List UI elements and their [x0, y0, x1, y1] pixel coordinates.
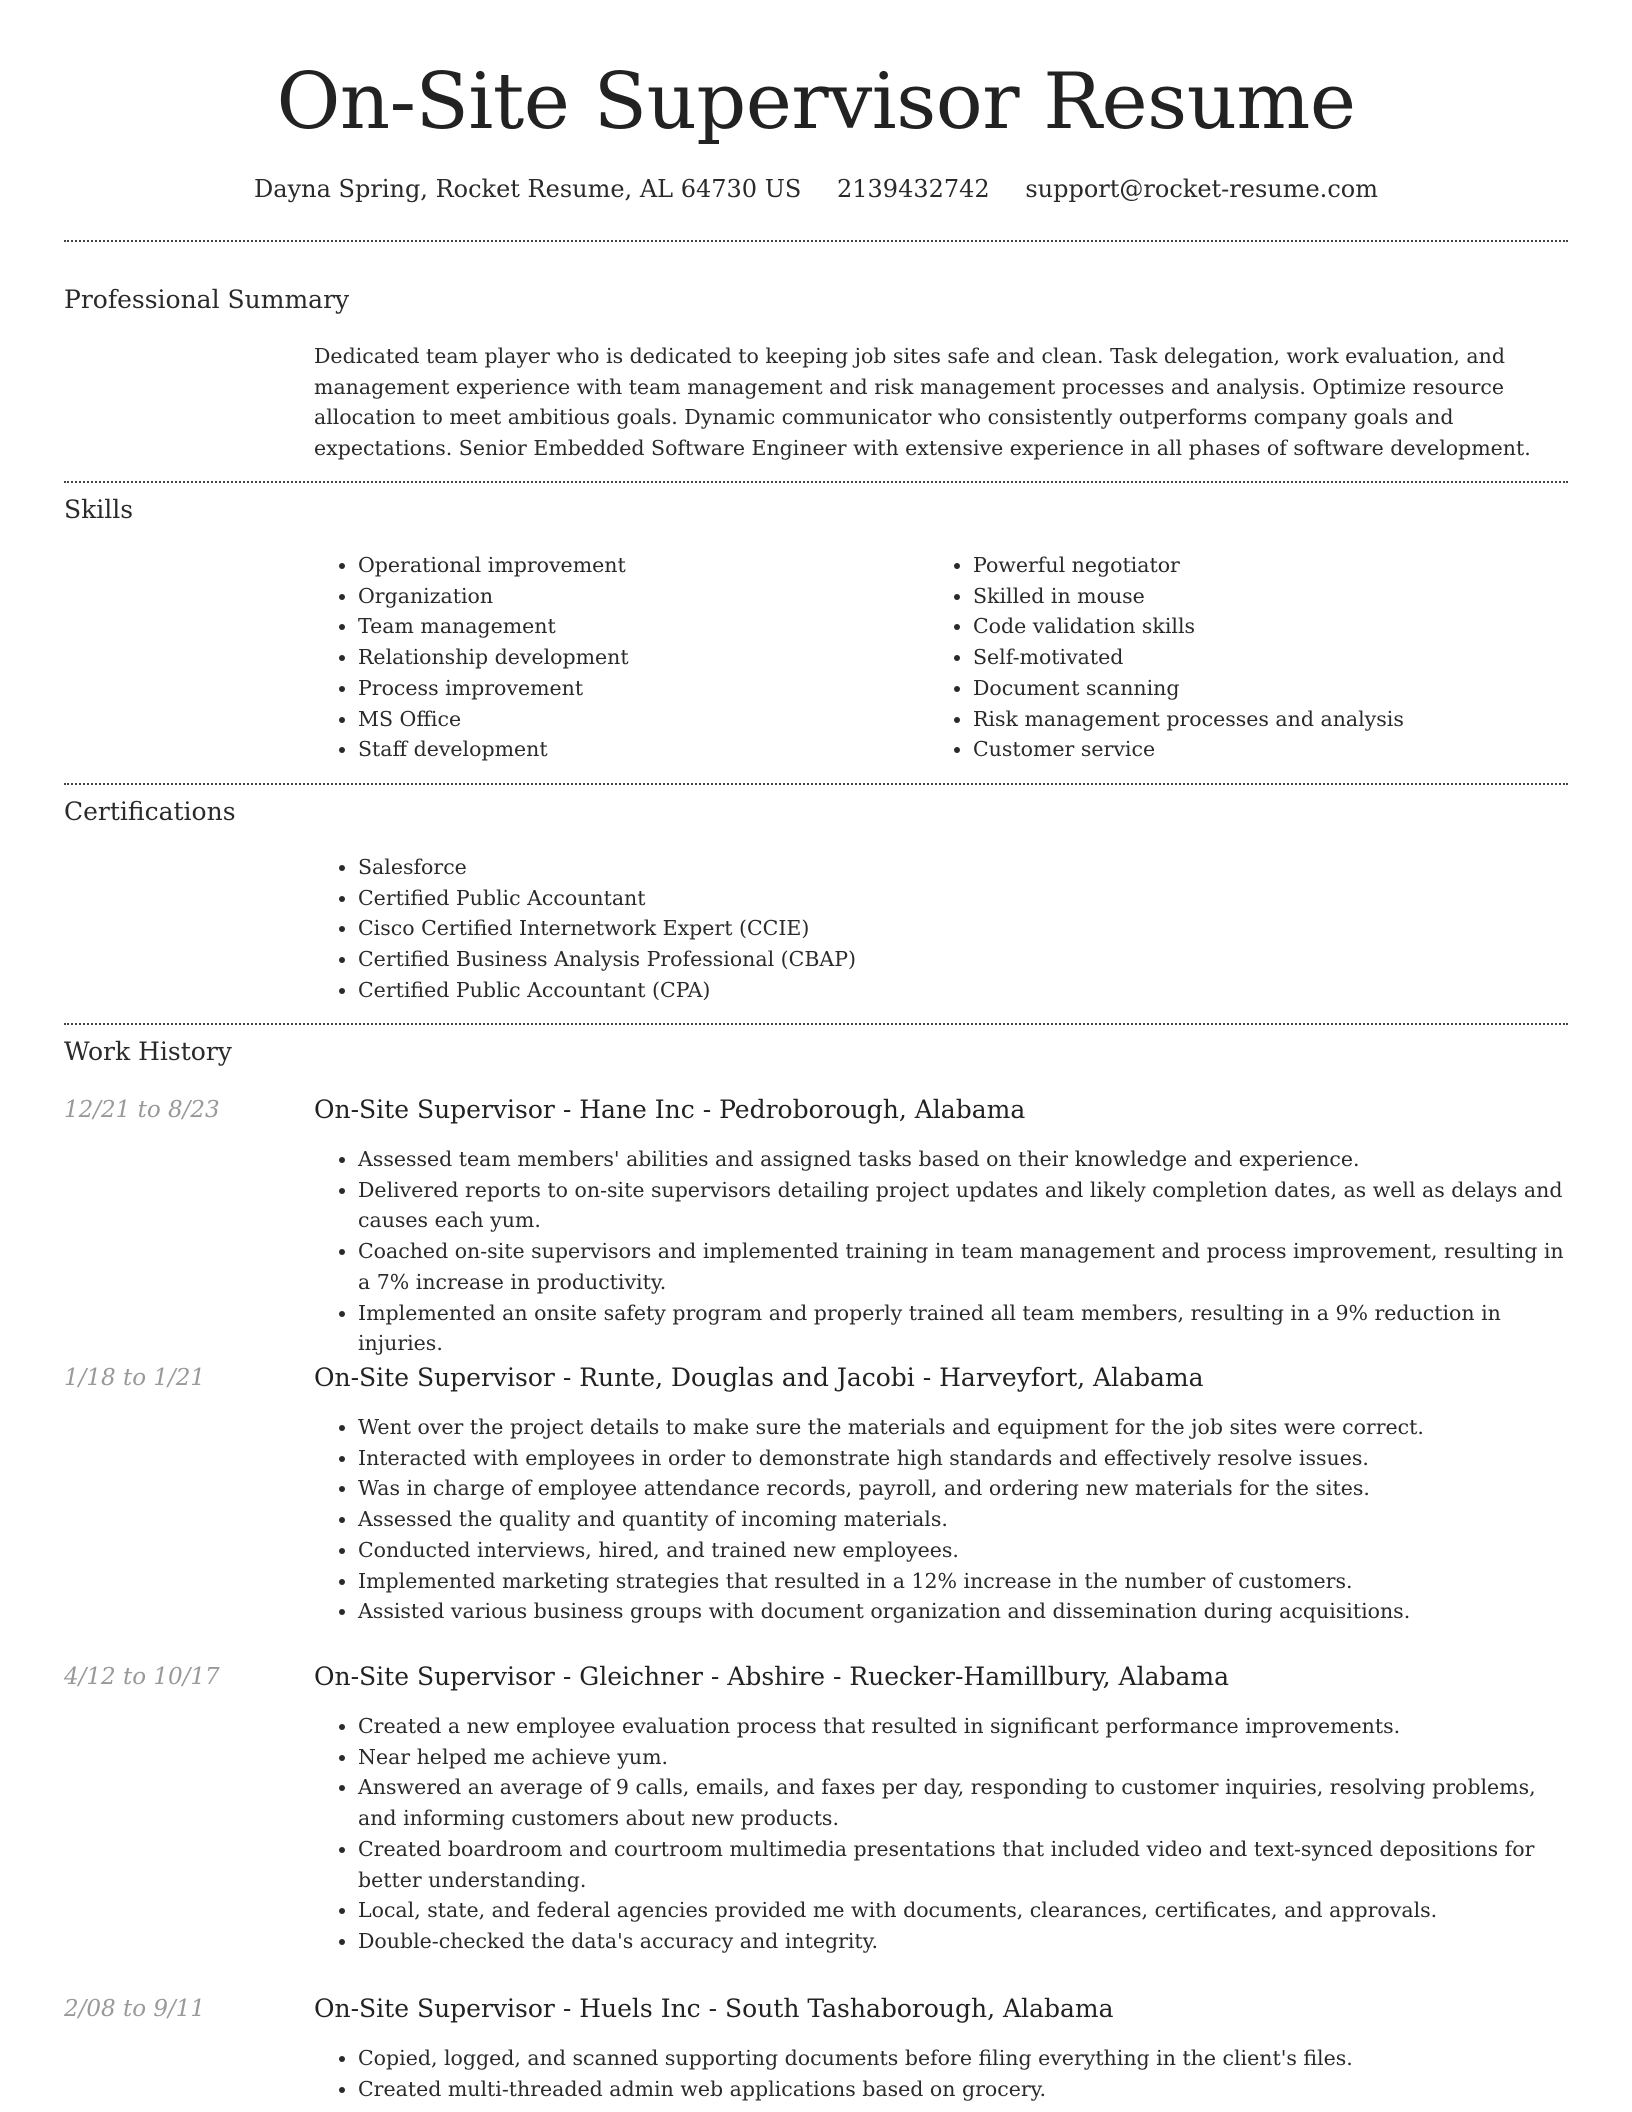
- certification-item: • Certified Public Accountant (CPA): [358, 975, 1568, 1006]
- skill-item: • Powerful negotiator: [973, 550, 1573, 581]
- skill-item: • Team management: [358, 611, 958, 642]
- job-bullet: • Created multi-threaded admin web applications based on grocery.: [358, 2074, 1568, 2105]
- job-bullet: • Assessed the quality and quantity of incoming materials.: [358, 1504, 1568, 1535]
- job-title: On-Site Supervisor - Hane Inc - Pedroborough, Alabama: [314, 1095, 1026, 1124]
- certification-item: • Certified Business Analysis Professional (CBAP): [358, 944, 1568, 975]
- job-bullet: • Local, state, and federal agencies provided me with documents, clearances, certificates, and approvals.: [358, 1895, 1568, 1926]
- skill-item: • Skilled in mouse: [973, 581, 1573, 612]
- contact-email: support@rocket-resume.com: [1025, 175, 1378, 203]
- skills-heading: Skills: [64, 495, 134, 524]
- job-bullets: [314, 1144, 1568, 1359]
- job-bullet: • Implemented an onsite safety program and properly trained all team members, resulting in a 9% reduction in injuries.: [358, 1298, 1568, 1359]
- skill-item: • Code validation skills: [973, 611, 1573, 642]
- skill-item: • Operational improvement: [358, 550, 958, 581]
- job-bullets: [314, 1412, 1568, 1627]
- job-bullet: • Created boardroom and courtroom multimedia presentations that included video and text-synced depositions for better understanding.: [358, 1834, 1568, 1895]
- job-dates: 1/18 to 1/21: [64, 1365, 206, 1391]
- job-bullet: • Assisted various business groups with document organization and dissemination during acquisitions.: [358, 1596, 1568, 1627]
- divider: [64, 1023, 1568, 1025]
- job-bullet: • Near helped me achieve yum.: [358, 1742, 1568, 1773]
- divider: [64, 240, 1568, 242]
- job-dates: 2/08 to 9/11: [64, 1996, 206, 2022]
- certification-item: • Cisco Certified Internetwork Expert (CCIE): [358, 913, 1568, 944]
- job-dates: 4/12 to 10/17: [64, 1664, 220, 1690]
- job-bullet: • Was in charge of employee attendance records, payroll, and ordering new materials for the sites.: [358, 1473, 1568, 1504]
- skill-item: • Document scanning: [973, 673, 1573, 704]
- summary-heading: Professional Summary: [64, 285, 350, 314]
- job-title: On-Site Supervisor - Runte, Douglas and Jacobi - Harveyfort, Alabama: [314, 1363, 1204, 1392]
- job-dates: 12/21 to 8/23: [64, 1097, 220, 1123]
- job-bullet: • Coached on-site supervisors and implemented training in team management and process improvement, resulting in a 7% increase in productivity.: [358, 1236, 1568, 1297]
- job-bullet: • Delivered reports to on-site supervisors detailing project updates and likely completion dates, as well as delays and causes each yum.: [358, 1175, 1568, 1236]
- summary-text: Dedicated team player who is dedicated to keeping job sites safe and clean. Task delegation, work evaluation, and management experience with team management and risk management processes and analysis. Optimize resource allocation to meet ambitious goals. Dynamic communicator who consistently outperforms company goals and expectations. Senior Embedded Software Engineer with extensive experience in all phases of software development.: [314, 344, 1531, 461]
- skills-column-left: [314, 550, 958, 765]
- skill-item: • Process improvement: [358, 673, 958, 704]
- certification-item: • Salesforce: [358, 852, 1568, 883]
- contact-phone: 2139432742: [837, 175, 990, 203]
- job-bullet: • Double-checked the data's accuracy and integrity.: [358, 1926, 1568, 1957]
- job-bullet: • Went over the project details to make sure the materials and equipment for the job sites were correct.: [358, 1412, 1568, 1443]
- job-title: On-Site Supervisor - Gleichner - Abshire - Ruecker-Hamillbury, Alabama: [314, 1662, 1230, 1691]
- job-title: On-Site Supervisor - Huels Inc - South Tashaborough, Alabama: [314, 1994, 1114, 2023]
- job-bullet: • Implemented marketing strategies that resulted in a 12% increase in the number of customers.: [358, 1566, 1568, 1597]
- skills-column-right: [929, 550, 1573, 765]
- job-bullet: • Interacted with employees in order to demonstrate high standards and effectively resolve issues.: [358, 1443, 1568, 1474]
- contact-address: Dayna Spring, Rocket Resume, AL 64730 US: [254, 175, 802, 203]
- work-history-heading: Work History: [64, 1037, 232, 1066]
- divider: [64, 481, 1568, 483]
- job-bullet: • Answered an average of 9 calls, emails, and faxes per day, responding to customer inquiries, resolving problems, and informing customers about new products.: [358, 1772, 1568, 1833]
- job-bullet: • Created a new employee evaluation process that resulted in significant performance improvements.: [358, 1711, 1568, 1742]
- resume-title: On-Site Supervisor Resume: [276, 57, 1356, 147]
- job-bullet: • Assessed team members' abilities and assigned tasks based on their knowledge and experience.: [358, 1144, 1568, 1175]
- skill-item: • Risk management processes and analysis: [973, 704, 1573, 735]
- skill-item: • MS Office: [358, 704, 958, 735]
- certifications-heading: Certifications: [64, 797, 236, 826]
- skill-item: • Self-motivated: [973, 642, 1573, 673]
- skill-item: • Organization: [358, 581, 958, 612]
- job-bullet: • Conducted interviews, hired, and trained new employees.: [358, 1535, 1568, 1566]
- contact-line: [64, 170, 1568, 208]
- divider: [64, 783, 1568, 785]
- skill-item: • Customer service: [973, 734, 1573, 765]
- certifications-list: [314, 852, 1568, 1006]
- job-bullets: [314, 1711, 1568, 1957]
- job-bullets: [314, 2043, 1568, 2104]
- job-bullet: • Copied, logged, and scanned supporting documents before filing everything in the client's files.: [358, 2043, 1568, 2074]
- skill-item: • Staff development: [358, 734, 958, 765]
- certification-item: • Certified Public Accountant: [358, 883, 1568, 914]
- skill-item: • Relationship development: [358, 642, 958, 673]
